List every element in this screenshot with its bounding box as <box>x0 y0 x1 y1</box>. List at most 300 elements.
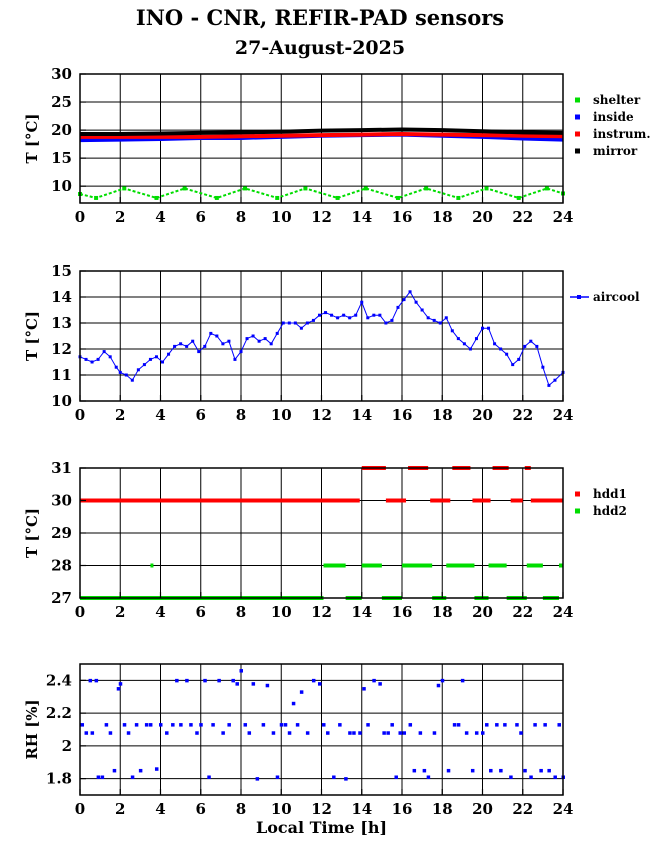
data-point <box>131 379 134 382</box>
x-axis-title: Local Time [h] <box>255 818 388 837</box>
data-point <box>539 769 543 773</box>
data-point <box>256 777 260 781</box>
data-point <box>300 327 303 330</box>
data-point <box>296 723 300 727</box>
data-point <box>364 186 368 190</box>
x-tick-label: 20 <box>472 800 493 818</box>
data-point <box>326 731 330 735</box>
data-point <box>499 769 503 773</box>
data-point <box>131 775 135 779</box>
y-tick-label: 20 <box>51 121 72 140</box>
legend-label: hdd2 <box>593 504 627 518</box>
legend-swatch <box>575 492 580 497</box>
x-tick-label: 22 <box>512 603 534 621</box>
x-tick-label: 0 <box>74 800 86 818</box>
data-point <box>143 363 146 366</box>
x-tick-label: 10 <box>270 603 292 621</box>
data-point <box>344 777 348 781</box>
data-point <box>139 769 143 773</box>
data-point <box>215 196 219 200</box>
data-point <box>209 332 212 335</box>
data-point <box>485 186 489 190</box>
y-tick-label: 11 <box>51 366 72 384</box>
data-point <box>503 723 507 727</box>
data-point <box>403 298 406 301</box>
legend-label: inside <box>593 110 634 124</box>
data-point <box>366 723 370 727</box>
data-segment <box>324 499 360 503</box>
data-point <box>529 340 532 343</box>
data-point <box>535 345 538 348</box>
data-point <box>81 723 85 727</box>
data-point <box>437 684 441 688</box>
data-point <box>159 723 163 727</box>
x-tick-label: 22 <box>512 800 534 818</box>
data-point <box>272 731 276 735</box>
data-point <box>517 196 521 200</box>
chart-panel-2 <box>23 262 640 424</box>
y-tick-label: 10 <box>51 392 72 410</box>
data-point <box>456 196 460 200</box>
y-tick-label: 27 <box>51 589 72 607</box>
data-point <box>372 314 375 317</box>
data-point <box>348 316 351 319</box>
data-segment <box>472 499 490 503</box>
data-point <box>246 337 249 340</box>
x-tick-label: 6 <box>195 208 206 226</box>
data-point <box>394 775 398 779</box>
legend-label: mirror <box>593 144 638 158</box>
data-point <box>175 679 179 683</box>
data-point <box>97 358 100 361</box>
x-tick-label: 24 <box>552 406 574 424</box>
data-point <box>189 723 193 727</box>
y-tick-label: 15 <box>51 149 72 168</box>
data-point <box>306 731 310 735</box>
data-segment <box>511 499 523 503</box>
data-point <box>493 342 496 345</box>
data-point <box>475 731 479 735</box>
data-point <box>439 322 442 325</box>
data-point <box>557 723 561 727</box>
data-point <box>423 769 427 773</box>
data-point <box>378 682 382 686</box>
x-tick-label: 16 <box>391 800 413 818</box>
data-point <box>358 731 362 735</box>
x-tick-label: 8 <box>235 603 247 621</box>
data-point <box>354 314 357 317</box>
data-point <box>165 731 169 735</box>
data-point <box>215 335 218 338</box>
data-point <box>240 669 244 673</box>
y-tick-label: 25 <box>51 93 72 112</box>
x-tick-label: 16 <box>391 406 413 424</box>
data-point <box>276 775 280 779</box>
data-segment <box>386 499 406 503</box>
y-tick-label: 30 <box>51 491 72 510</box>
data-point <box>135 723 139 727</box>
data-point <box>171 723 175 727</box>
x-tick-label: 10 <box>270 800 292 818</box>
data-point <box>292 702 296 706</box>
data-point <box>282 322 285 325</box>
x-tick-label: 6 <box>195 603 206 621</box>
data-point <box>103 350 106 353</box>
x-tick-label: 16 <box>391 208 413 226</box>
data-point <box>252 682 256 686</box>
y-tick-label: 29 <box>51 524 72 542</box>
x-tick-label: 18 <box>431 603 453 621</box>
data-point <box>511 363 514 366</box>
data-point <box>424 186 428 190</box>
data-point <box>294 322 297 325</box>
data-point <box>415 301 418 304</box>
data-point <box>227 723 231 727</box>
data-point <box>338 723 342 727</box>
data-point <box>275 196 279 200</box>
data-point <box>306 322 309 325</box>
data-point <box>396 306 399 309</box>
data-point <box>481 731 485 735</box>
y-tick-label: 2.4 <box>45 671 72 690</box>
x-tick-label: 24 <box>552 208 574 226</box>
data-point <box>499 348 502 351</box>
data-point <box>509 775 513 779</box>
x-tick-label: 0 <box>74 208 86 226</box>
legend-label: instrum. <box>593 127 651 141</box>
data-point <box>465 731 469 735</box>
data-point <box>541 366 544 369</box>
data-point <box>403 731 407 735</box>
data-point <box>312 679 316 683</box>
x-tick-label: 14 <box>351 406 373 424</box>
page-subtitle: 27-August-2025 <box>234 37 406 59</box>
data-point <box>366 316 369 319</box>
data-point <box>433 319 436 322</box>
data-point <box>119 682 123 686</box>
data-point <box>137 368 140 371</box>
data-point <box>85 731 89 735</box>
data-point <box>235 682 239 686</box>
x-tick-label: 18 <box>431 800 453 818</box>
data-point <box>495 723 499 727</box>
legend-swatch <box>575 98 580 103</box>
data-point <box>211 723 215 727</box>
y-tick-label: 28 <box>51 556 72 575</box>
y-axis-label: T [°C] <box>23 507 41 559</box>
x-tick-label: 12 <box>311 603 332 621</box>
data-point <box>155 767 159 771</box>
x-tick-label: 0 <box>74 406 86 424</box>
data-point <box>231 679 235 683</box>
x-tick-label: 10 <box>270 208 292 226</box>
data-point <box>453 723 457 727</box>
y-tick-label: 10 <box>51 177 72 196</box>
data-point <box>523 769 527 773</box>
data-point <box>322 723 326 727</box>
x-tick-label: 14 <box>351 208 373 226</box>
data-point <box>505 353 508 356</box>
data-point <box>91 361 94 364</box>
x-tick-label: 24 <box>552 603 574 621</box>
legend-label: aircool <box>593 290 640 304</box>
data-point <box>489 769 493 773</box>
data-point <box>233 358 236 361</box>
y-tick-label: 2 <box>61 736 72 755</box>
x-tick-label: 12 <box>311 406 332 424</box>
x-tick-label: 12 <box>311 208 332 226</box>
data-point <box>122 186 126 190</box>
data-point <box>276 332 279 335</box>
y-axis-label: RH [%] <box>23 699 41 760</box>
page-title: INO - CNR, REFIR-PAD sensors <box>135 5 505 30</box>
data-point <box>427 316 430 319</box>
data-segment <box>489 564 507 568</box>
data-point <box>318 314 321 317</box>
data-point <box>390 723 394 727</box>
data-point <box>515 723 519 727</box>
x-tick-label: 6 <box>195 406 206 424</box>
data-point <box>553 775 557 779</box>
data-point <box>179 723 183 727</box>
x-tick-label: 6 <box>195 800 206 818</box>
data-point <box>149 358 152 361</box>
data-point <box>185 679 189 683</box>
data-point <box>517 358 520 361</box>
data-point <box>119 371 122 374</box>
data-point <box>191 340 194 343</box>
x-tick-label: 2 <box>115 603 126 621</box>
data-point <box>330 314 333 317</box>
data-point <box>390 319 393 322</box>
data-point <box>123 723 127 727</box>
data-point <box>161 361 164 364</box>
data-point <box>262 723 266 727</box>
x-tick-label: 10 <box>270 406 292 424</box>
data-point <box>547 384 550 387</box>
data-point <box>409 290 412 293</box>
chart-panel-1 <box>23 65 651 226</box>
data-point <box>288 731 292 735</box>
data-point <box>447 769 451 773</box>
y-tick-label: 12 <box>51 340 72 358</box>
data-point <box>109 355 112 358</box>
x-tick-label: 20 <box>472 208 493 226</box>
x-tick-label: 2 <box>115 800 126 818</box>
data-point <box>89 679 93 683</box>
data-point <box>342 314 345 317</box>
data-point <box>105 723 109 727</box>
x-tick-label: 14 <box>351 800 373 818</box>
data-point <box>221 342 224 345</box>
x-tick-label: 18 <box>431 208 453 226</box>
data-point <box>433 731 437 735</box>
data-point <box>85 358 88 361</box>
data-point <box>457 723 461 727</box>
data-point <box>207 775 211 779</box>
data-point <box>288 322 291 325</box>
data-point <box>173 345 176 348</box>
data-point <box>419 731 423 735</box>
data-point <box>113 769 117 773</box>
series-4-0 <box>81 669 565 781</box>
data-point <box>336 196 340 200</box>
data-point <box>115 366 118 369</box>
legend <box>570 290 640 304</box>
data-point <box>270 342 273 345</box>
data-point <box>117 687 121 691</box>
y-tick-label: 14 <box>51 288 72 306</box>
legend-swatch <box>575 115 580 120</box>
data-point <box>471 769 475 773</box>
data-point <box>398 731 402 735</box>
legend <box>575 487 627 518</box>
legend-swatch <box>575 149 580 154</box>
data-point <box>101 775 105 779</box>
data-point <box>185 345 188 348</box>
x-tick-label: 4 <box>155 208 166 226</box>
data-point <box>264 337 267 340</box>
data-point <box>324 311 327 314</box>
data-point <box>352 731 356 735</box>
data-point <box>445 316 448 319</box>
data-point <box>97 775 101 779</box>
x-tick-label: 8 <box>235 800 247 818</box>
data-point <box>199 723 203 727</box>
data-point <box>362 687 366 691</box>
data-point <box>312 319 315 322</box>
legend-swatch <box>575 509 580 514</box>
data-point <box>413 769 417 773</box>
data-point <box>195 731 199 735</box>
data-point <box>300 690 304 694</box>
y-tick-label: 1.8 <box>45 769 72 788</box>
data-point <box>545 186 549 190</box>
data-point <box>523 345 526 348</box>
x-tick-label: 8 <box>235 406 247 424</box>
y-axis-label: T [°C] <box>23 113 41 164</box>
data-point <box>487 327 490 330</box>
data-point <box>360 301 363 304</box>
data-point <box>95 679 99 683</box>
data-point <box>332 775 336 779</box>
chart-panel-4 <box>23 664 573 818</box>
legend-label: shelter <box>593 93 641 107</box>
x-tick-label: 18 <box>431 406 453 424</box>
x-tick-label: 22 <box>512 208 534 226</box>
data-point <box>94 196 98 200</box>
x-tick-label: 4 <box>155 603 166 621</box>
data-point <box>547 769 551 773</box>
data-point <box>155 355 158 358</box>
data-segment <box>324 564 346 568</box>
data-point <box>183 186 187 190</box>
data-segment <box>362 564 382 568</box>
data-segment <box>531 499 563 503</box>
x-tick-label: 12 <box>311 800 332 818</box>
data-segment <box>527 564 543 568</box>
data-point <box>372 679 376 683</box>
x-tick-label: 4 <box>155 800 166 818</box>
legend-swatch <box>575 132 580 137</box>
data-point <box>427 775 431 779</box>
data-point <box>451 329 454 332</box>
data-point <box>197 350 200 353</box>
data-point <box>244 723 248 727</box>
x-tick-label: 4 <box>155 406 166 424</box>
data-point <box>378 314 381 317</box>
data-point <box>485 723 489 727</box>
x-tick-label: 24 <box>552 800 574 818</box>
y-tick-label: 15 <box>51 262 72 280</box>
data-point <box>227 340 230 343</box>
data-point <box>463 342 466 345</box>
x-tick-label: 0 <box>74 603 86 621</box>
data-point <box>145 723 149 727</box>
data-point <box>421 309 424 312</box>
data-point <box>469 348 472 351</box>
data-segment <box>430 499 450 503</box>
data-point <box>409 723 413 727</box>
data-point <box>336 316 339 319</box>
chart-panel-3 <box>23 459 627 621</box>
data-point <box>348 731 352 735</box>
data-point <box>217 679 221 683</box>
x-tick-label: 8 <box>235 208 247 226</box>
data-point <box>127 731 131 735</box>
data-point <box>529 775 533 779</box>
y-tick-label: 13 <box>51 314 72 332</box>
data-segment <box>150 564 153 568</box>
x-tick-label: 22 <box>512 406 534 424</box>
data-point <box>149 723 153 727</box>
y-tick-label: 31 <box>51 459 72 477</box>
data-point <box>386 731 390 735</box>
data-point <box>457 337 460 340</box>
data-point <box>384 322 387 325</box>
legend-label: hdd1 <box>593 487 627 501</box>
data-point <box>221 731 225 735</box>
data-point <box>179 342 182 345</box>
data-segment <box>80 499 324 503</box>
data-point <box>252 335 255 338</box>
data-point <box>284 723 288 727</box>
data-point <box>154 196 158 200</box>
data-point <box>167 353 170 356</box>
data-point <box>481 327 484 330</box>
data-segment <box>402 564 432 568</box>
data-point <box>266 684 270 688</box>
data-point <box>475 337 478 340</box>
data-point <box>553 379 556 382</box>
y-axis-label: T [°C] <box>23 310 41 362</box>
data-point <box>240 350 243 353</box>
legend-swatch-marker <box>577 295 581 299</box>
x-tick-label: 14 <box>351 603 373 621</box>
data-point <box>91 731 95 735</box>
data-point <box>203 679 207 683</box>
data-point <box>318 682 322 686</box>
x-tick-label: 20 <box>472 406 493 424</box>
legend <box>575 93 651 158</box>
data-point <box>258 340 261 343</box>
data-point <box>109 731 113 735</box>
data-point <box>303 186 307 190</box>
y-tick-label: 30 <box>51 65 72 83</box>
x-tick-label: 2 <box>115 208 126 226</box>
data-point <box>243 186 247 190</box>
x-tick-label: 2 <box>115 406 126 424</box>
